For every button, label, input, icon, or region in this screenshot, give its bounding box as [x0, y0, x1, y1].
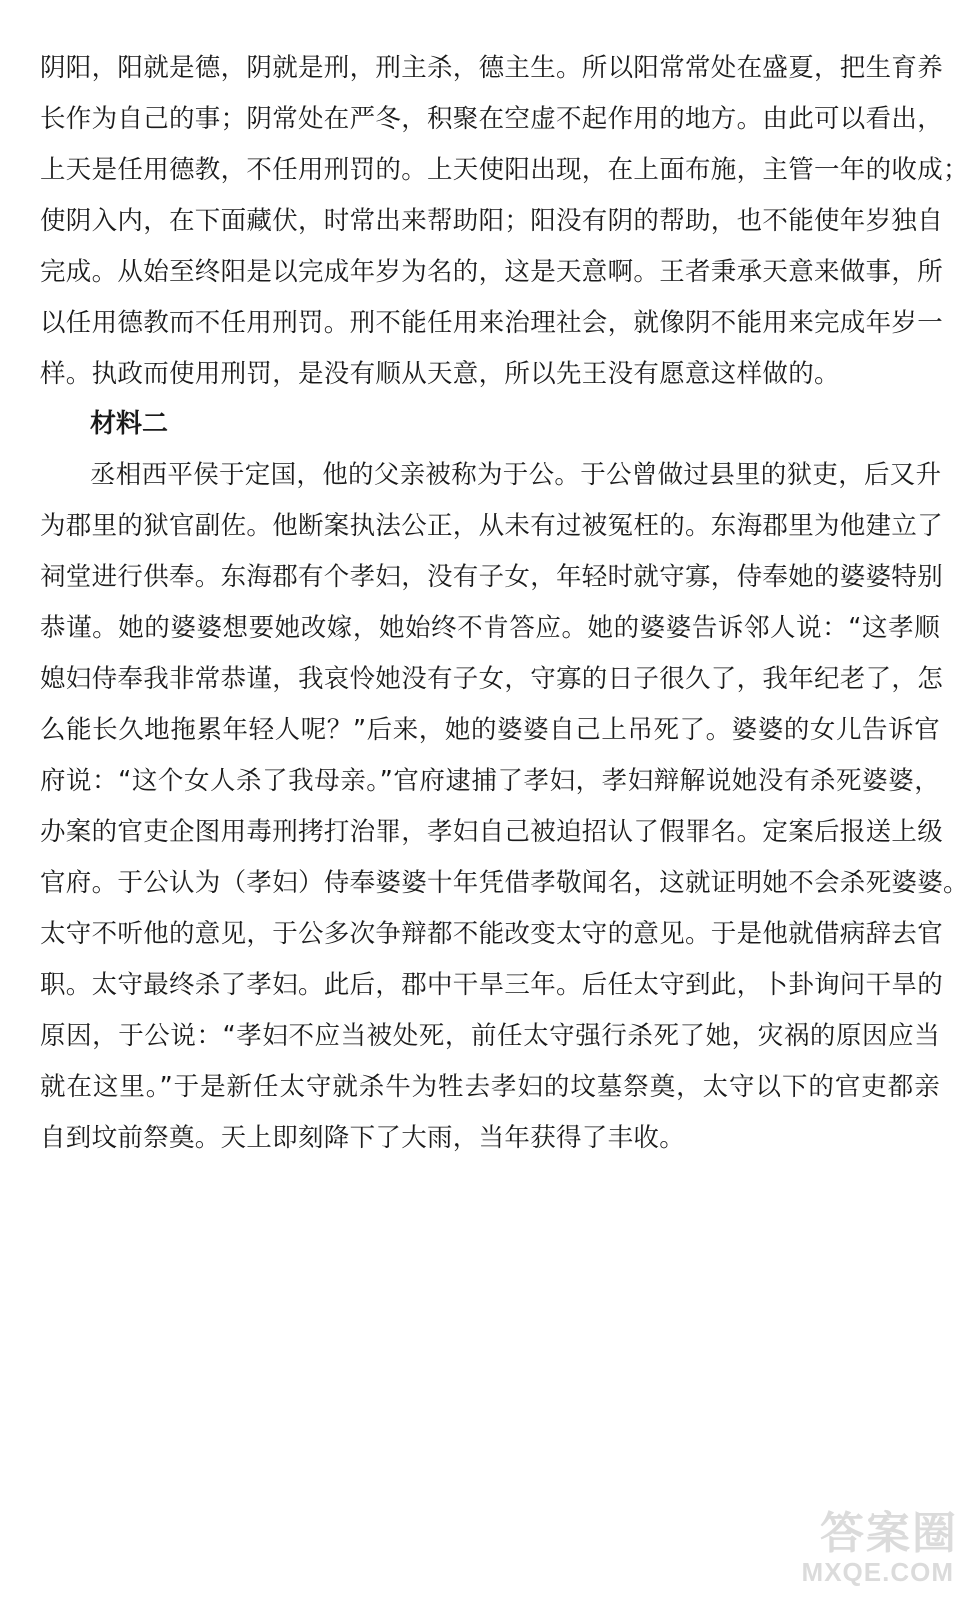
- paragraph-line: 使阴入内，在下面藏伏，时常出来帮助阳；阳没有阴的帮助，也不能使年岁独自: [40, 206, 944, 236]
- watermark: [768, 1497, 958, 1592]
- section-heading: 材料二: [90, 409, 169, 439]
- paragraph-line: 办案的官吏企图用毒刑拷打治罪，孝妇自己被迫招认了假罪名。定案后报送上级: [40, 817, 944, 847]
- paragraph-line: 完成。从始至终阳是以完成年岁为名的，这是天意啊。王者秉承天意来做事，所: [40, 257, 944, 287]
- paragraph-line: 原因，于公说：“孝妇不应当被处死，前任太守强行杀死了她，灾祸的原因应当: [40, 1021, 940, 1051]
- paragraph-line: 么能长久地拖累年轻人呢？”后来，她的婆婆自己上吊死了。婆婆的女儿告诉官: [40, 715, 940, 745]
- watermark-logo: 答案圈: [820, 1508, 958, 1559]
- paragraph-line: 媳妇侍奉我非常恭谨，我哀怜她没有子女，守寡的日子很久了，我年纪老了，怎: [40, 664, 944, 694]
- paragraph-line: 恭谨。她的婆婆想要她改嫁，她始终不肯答应。她的婆婆告诉邻人说：“这孝顺: [40, 613, 940, 643]
- paragraph-line: 府说：“这个女人杀了我母亲。”官府逮捕了孝妇，孝妇辩解说她没有杀死婆婆，: [40, 766, 940, 796]
- paragraph-line: 太守不听他的意见，于公多次争辩都不能改变太守的意见。于是他就借病辞去官: [40, 919, 944, 949]
- paragraph-line: 祠堂进行供奉。东海郡有个孝妇，没有子女，年轻时就守寡，侍奉她的婆婆特别: [40, 562, 944, 592]
- paragraph-line: 上天是任用德教，不任用刑罚的。上天使阳出现，在上面布施，主管一年的收成；: [40, 155, 969, 185]
- paragraph-line: 阴阳，阳就是德，阴就是刑，刑主杀，德主生。所以阳常常处在盛夏，把生育养: [40, 53, 944, 83]
- paragraph-line: 样。执政而使用刑罚，是没有顺从天意，所以先王没有愿意这样做的。: [40, 359, 840, 389]
- paragraph-line: 官府。于公认为（孝妇）侍奉婆婆十年凭借孝敬闻名，这就证明她不会杀死婆婆。: [40, 868, 969, 898]
- paragraph-line: 职。太守最终杀了孝妇。此后，郡中干旱三年。后任太守到此，卜卦询问干旱的: [40, 970, 944, 1000]
- watermark-url: MXQE.COM: [801, 1557, 954, 1587]
- paragraph-line: 以任用德教而不任用刑罚。刑不能任用来治理社会，就像阴不能用来完成年岁一: [40, 308, 944, 338]
- paragraph-line: 为郡里的狱官副佐。他断案执法公正，从未有过被冤枉的。东海郡里为他建立了: [40, 511, 944, 541]
- paragraph-line: 丞相西平侯于定国，他的父亲被称为于公。于公曾做过县里的狱吏，后又升: [90, 460, 942, 490]
- paragraph-line: 长作为自己的事；阴常处在严冬，积聚在空虚不起作用的地方。由此可以看出，: [40, 104, 944, 134]
- paragraph-line: 就在这里。”于是新任太守就杀牛为牲去孝妇的坟墓祭奠，太守以下的官吏都亲: [40, 1072, 940, 1102]
- paragraph-line: 自到坟前祭奠。天上即刻降下了大雨，当年获得了丰收。: [40, 1123, 686, 1153]
